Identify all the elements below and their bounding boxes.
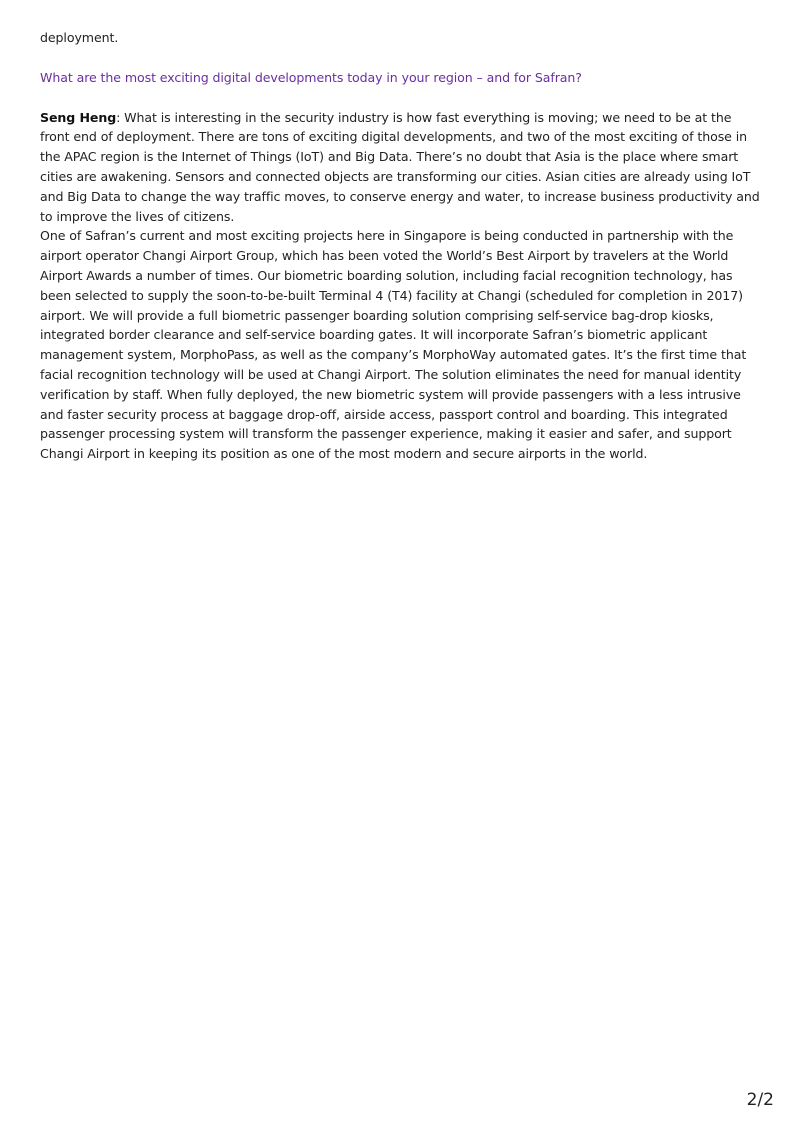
document-page	[40, 28, 762, 464]
answer-text-1: : What is interesting in the security industry is how fast everything is moving; we need to be at the front end of deployment. There are tons of exciting digital developments, and two of the most exciting of those in the APAC region is the Internet of Things (IoT) and Big Data. There’s no doubt that Asia is the place where smart cities are awakening. Sensors and connected objects are transforming our cities. Asian cities are already using IoT and Big Data to change the way traffic moves, to conserve energy and water, to increase business productivity and to improve the lives of citizens.	[40, 109, 760, 224]
answer-paragraph-1	[40, 108, 762, 227]
continuation-text: deployment.	[40, 30, 119, 45]
interview-question: What are the most exciting digital developments today in your region – and for Safran?	[40, 69, 582, 85]
answer-paragraph-2: One of Safran’s current and most exciting projects here in Singapore is being conducted in partnership with the airport operator Changi Airport Group, which has been voted the World’s Best Airport by travelers at the World Airport Awards a number of times. Our biometric boarding solution, including facial recognition technology, has been selected to supply the soon-to-be-built Terminal 4 (T4) facility at Changi (scheduled for completion in 2017) airport. We will provide a full biometric passenger boarding solution comprising self-service bag-drop kiosks, integrated border clearance and self-service boarding gates. It will incorporate Safran’s biometric applicant management system, MorphoPass, as well as the company’s MorphoWay automated gates. It’s the first time that facial recognition technology will be used at Changi Airport. The solution eliminates the need for manual identity verification by staff. When fully deployed, the new biometric system will provide passengers with a less intrusive and faster security process at baggage drop-off, airside access, passport control and boarding. This integrated passenger processing system will transform the passenger experience, making it easier and safer, and support Changi Airport in keeping its position as one of the most modern and secure airports in the world.	[40, 228, 747, 462]
speaker-name: Seng Heng	[40, 109, 117, 125]
page-number: 2/2	[746, 1090, 774, 1110]
